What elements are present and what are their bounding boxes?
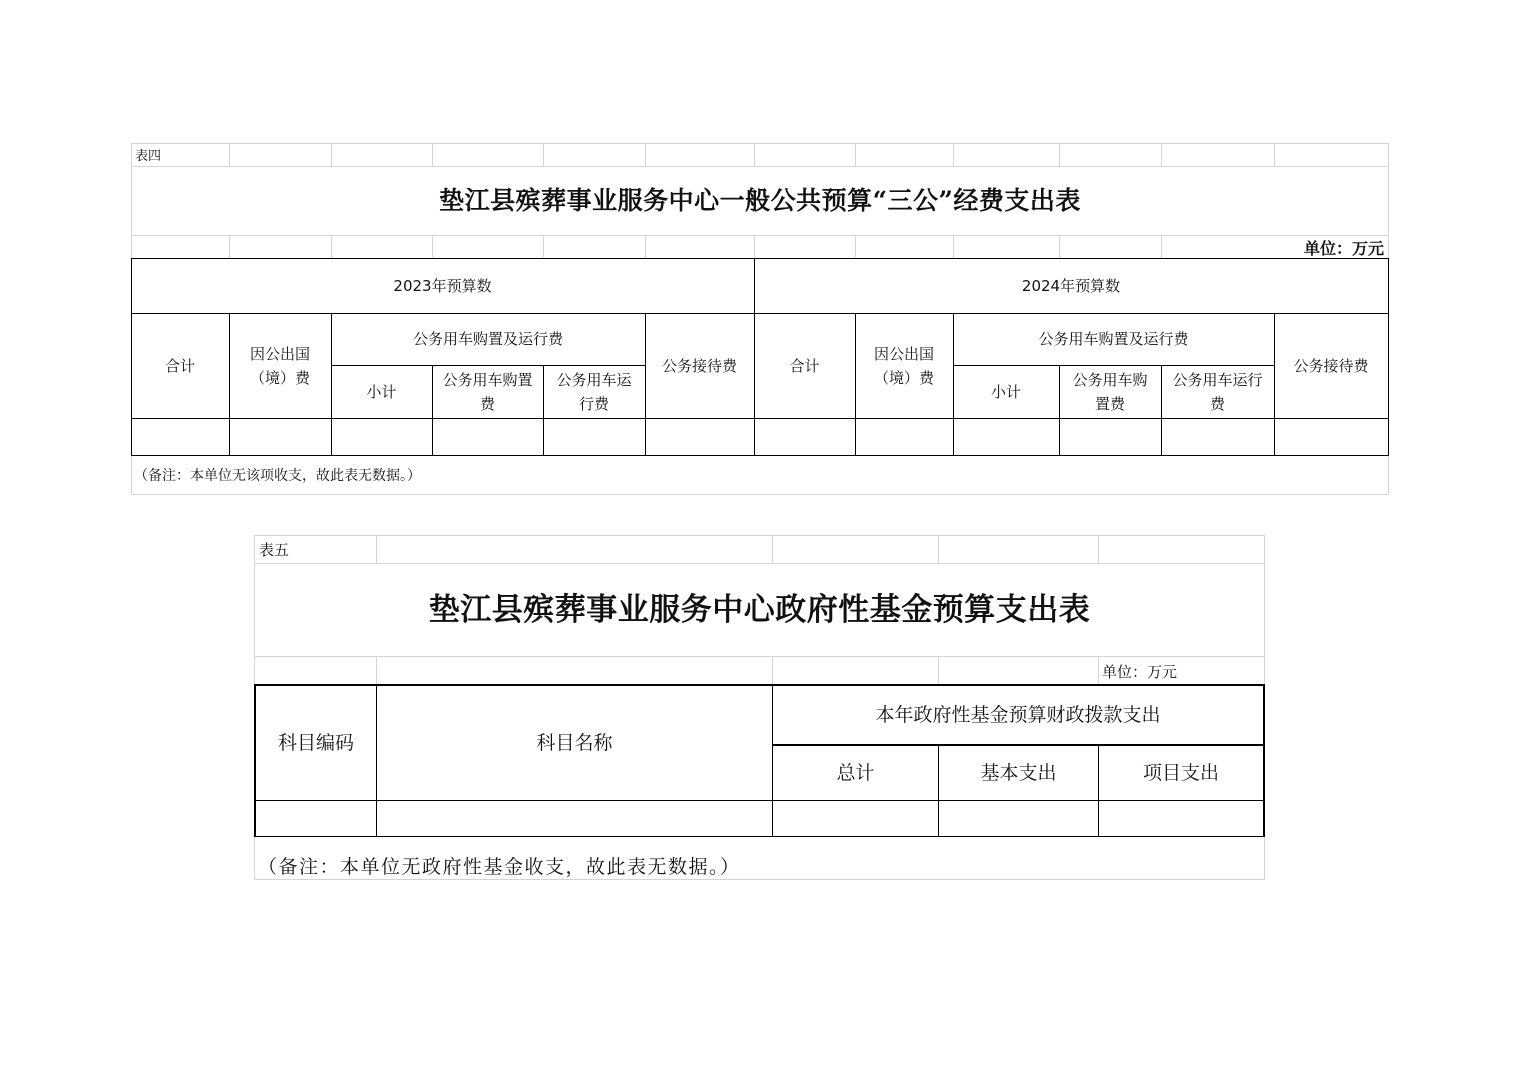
table4-2024-abroad-line1: 因公出国 [873, 344, 934, 363]
table5-unit: 单位：万元 [1102, 663, 1178, 681]
table5-col-basic: 基本支出 [980, 762, 1057, 784]
table5-tag: 表五 [259, 541, 290, 559]
table4-2024-abroad [855, 313, 953, 418]
table4-tag: 表四 [135, 149, 162, 164]
table4-2024-total: 合计 [789, 356, 820, 375]
table4-2024-subtotal: 小计 [990, 382, 1021, 401]
table4-year-2023: 2023年预算数 [393, 276, 492, 295]
table4-unit: 单位：万元 [1303, 239, 1384, 258]
table4-2024-vehicle-run [1161, 365, 1274, 418]
table4-2024-run-line2: 费 [1209, 394, 1225, 413]
table4-2024-run-line1: 公务用车运行 [1172, 370, 1263, 389]
table4-2023-subtotal: 小计 [366, 382, 397, 401]
table4-year-2024: 2024年预算数 [1021, 276, 1121, 295]
table4-2023-purchase-line1: 公务用车购置 [442, 370, 533, 389]
table4-2023-abroad-line1: 因公出国 [249, 344, 310, 363]
table5-col-name: 科目名称 [536, 732, 613, 754]
table5-col-group: 本年政府性基金预算财政拨款支出 [875, 704, 1161, 726]
table4-2024-purchase-line2: 置费 [1094, 394, 1125, 413]
table4-2023-abroad [229, 313, 331, 418]
table5-col-total: 总计 [836, 762, 875, 784]
table4-2024-reception: 公务接待费 [1293, 356, 1369, 375]
table4-2023-vehicle-group: 公务用车购置及运行费 [412, 330, 563, 348]
table4-2023-vehicle-purchase [432, 365, 543, 418]
table4-2023-run-line1: 公务用车运 [556, 370, 632, 389]
table5-col-project: 项目支出 [1142, 762, 1219, 784]
table4-2023-reception: 公务接待费 [661, 356, 737, 375]
table4-2024-vehicle-purchase [1059, 365, 1161, 418]
table4-2024-vehicle-group: 公务用车购置及运行费 [1038, 330, 1189, 348]
table5-note: （备注：本单位无政府性基金收支，故此表无数据。） [258, 856, 741, 878]
table5-title: 垫江县殡葬事业服务中心政府性基金预算支出表 [428, 591, 1091, 628]
table4-note: （备注：本单位无该项收支，故此表无数据。） [134, 468, 421, 484]
table4-2023-abroad-line2: （境）费 [249, 368, 310, 387]
table4-2023-total: 合计 [164, 356, 195, 375]
table4-2023-run-line2: 行费 [578, 394, 609, 413]
table4-2023-purchase-line2: 费 [479, 394, 495, 413]
table5-col-code: 科目编码 [277, 732, 354, 754]
table4-2024-purchase-line1: 公务用车购 [1072, 370, 1148, 389]
table4-2024-abroad-line2: （境）费 [873, 368, 934, 387]
table4-2023-vehicle-run [543, 365, 645, 418]
table4-title: 垫江县殡葬事业服务中心一般公共预算“三公”经费支出表 [439, 185, 1081, 215]
